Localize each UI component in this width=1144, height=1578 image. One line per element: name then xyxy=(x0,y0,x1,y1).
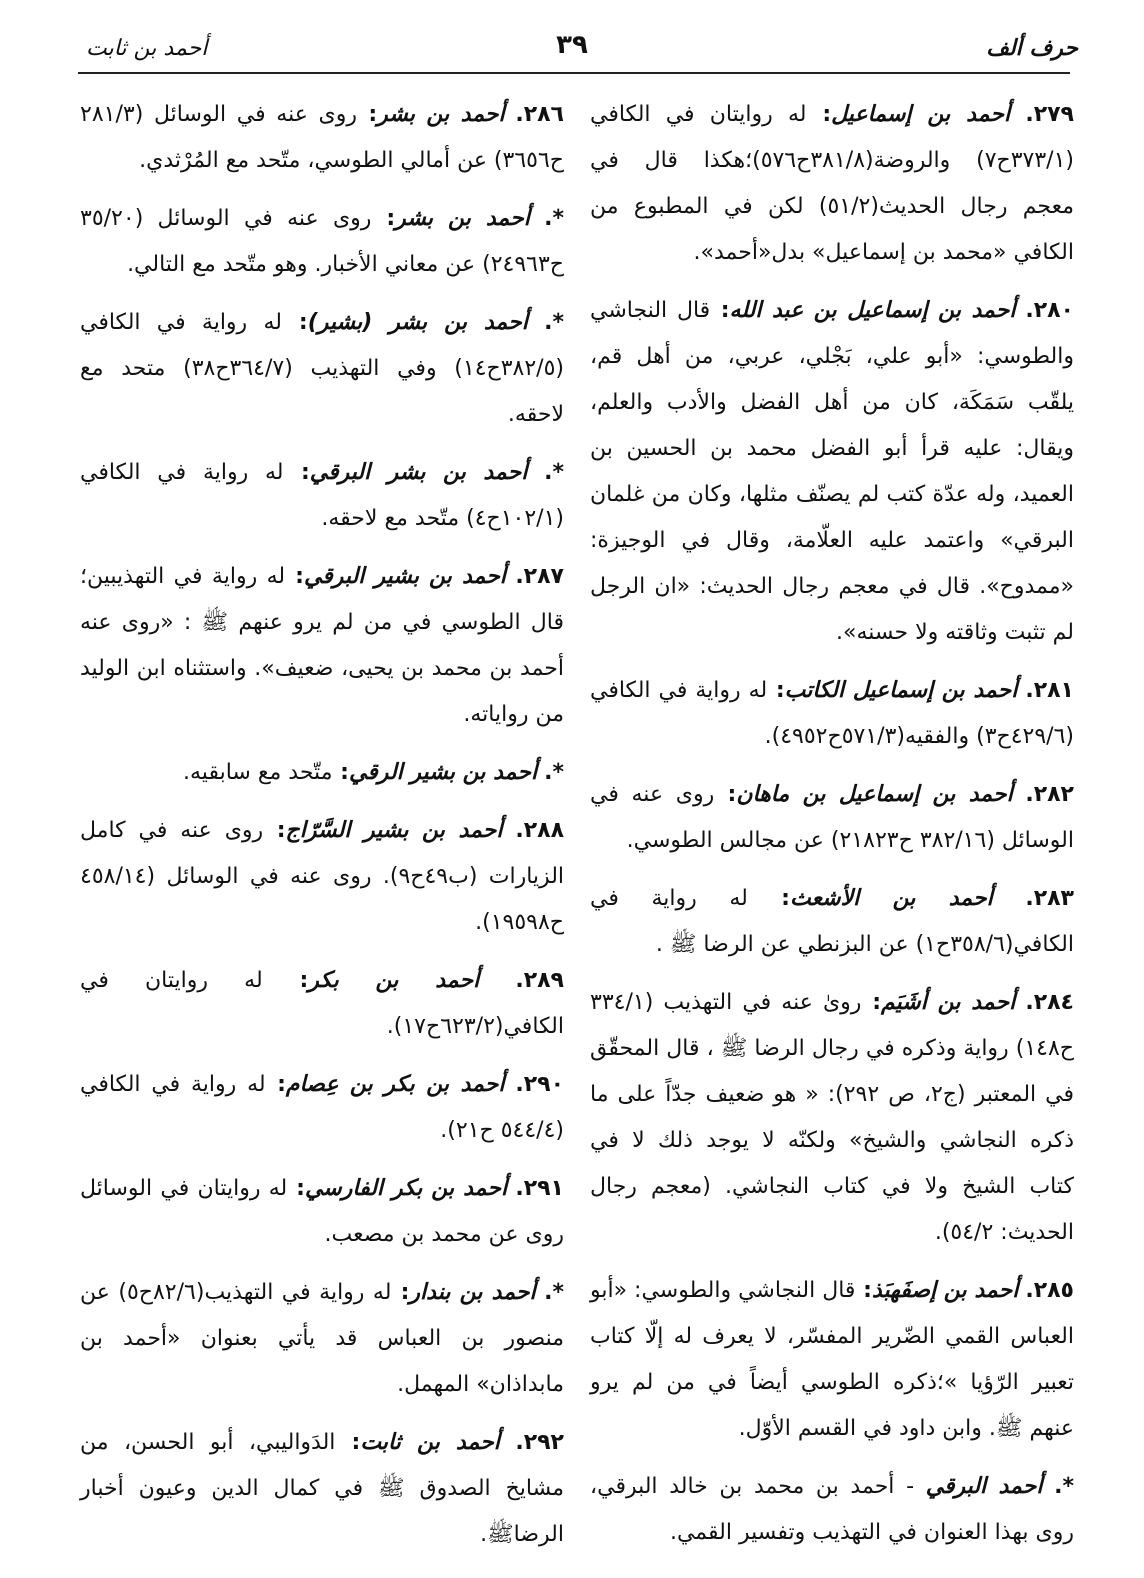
entry-star: *. xyxy=(544,1280,564,1305)
entry-name: أحمد بن الأشعث xyxy=(789,886,993,911)
entry-number: ٢٨١. xyxy=(1025,678,1074,703)
entry-name: أحمد بن بشر البرقي xyxy=(309,460,528,485)
entry-name: أحمد بن بندار xyxy=(409,1280,536,1305)
header-rule xyxy=(78,72,1070,74)
entry-name: أحمد بن بشر (بشير) xyxy=(307,310,528,335)
entry-name: أحمد بن بشير السَّرّاج xyxy=(285,818,503,843)
entry-star: *. xyxy=(544,460,564,485)
entry-text: له رواية في الكافي (٥٤٤/٤ ح٢١). xyxy=(80,1072,564,1143)
entry-name: أحمد بن أشَيَم xyxy=(881,990,1016,1015)
entry-name: أحمد بن إسماعيل بن عبد الله xyxy=(729,298,1016,323)
entry-starred: *. أحمد بن بشر: روى عنه في الوسائل (٣٥/٢٠ ح٢٤٩٦٣) عن معاني الأخبار. وهو متّحد مع التالي. xyxy=(80,206,564,277)
entry-name: أحمد بن إصفَهبَذ xyxy=(871,1278,1019,1303)
entry-text: روىٰ عنه في التهذيب (٣٣٤/١ ح١٤٨) رواية وذكره في رجال الرضا ﷺ ، قال المحقّق في المعتبر (ج٢، ص ٢٩٢): « هو ضعيف جدّاً على ما ذكره النجاشي والشيخ» ولكنّه لا يوجد ذلك لا في كتاب الشيخ ولا في كتاب النجاشي. (معجم رجال الحديث: ٥٤/٢). xyxy=(590,990,1075,1245)
entry-text: الدَواليبي، أبو الحسن، من مشايخ الصدوق ﷺ في كمال الدين وعيون أخبار الرضاﷺ. xyxy=(80,1430,564,1547)
entry-text: له رواية في التهذيب(٨٢/٦ح٥) عن منصور بن العباس قد يأتي بعنوان «أحمد بن مابداذان» المهمل. xyxy=(80,1280,564,1397)
entry-starred xyxy=(590,1464,1074,1556)
entry-292: ٢٩٢. أحمد بن ثابت: الدَواليبي، أبو الحسن، من مشايخ الصدوق ﷺ في كمال الدين وعيون أخبار الرضاﷺ. xyxy=(80,1430,564,1547)
entry-starred: *. أحمد بن بندار: له رواية في التهذيب(٨٢/٦ح٥) عن منصور بن العباس قد يأتي بعنوان «أحمد بن مابداذان» المهمل. xyxy=(80,1280,564,1397)
entry-number: ٢٨٠. xyxy=(1025,298,1074,323)
entry-text: متّحد مع سابقيه. xyxy=(183,760,333,785)
entry-284: ٢٨٤. أحمد بن أشَيَم: روىٰ عنه في التهذيب (٣٣٤/١ ح١٤٨) رواية وذكره في رجال الرضا ﷺ ، قال المحقّق في المعتبر (ج٢، ص ٢٩٢): « هو ضعيف جدّاً على ما ذكره النجاشي والشيخ» ولكنّه لا يوجد ذلك لا في كتاب الشيخ ولا في كتاب النجاشي. (معجم رجال الحديث: ٥٤/٢). xyxy=(590,990,1075,1245)
entry-name: أحمد بن ثابت xyxy=(360,1430,500,1455)
entry-283: ٢٨٣. أحمد بن الأشعث: له رواية في الكافي(٣٥٨/٦ح١) عن البزنطي عن الرضا ﷺ . xyxy=(590,886,1074,957)
entry-star: *. xyxy=(544,760,564,785)
entry-name: أحمد بن بشر xyxy=(395,206,530,231)
entry-number: ٢٨٢. xyxy=(1025,782,1074,807)
entry-text: له رواية في الكافي(٣٥٨/٦ح١) عن البزنطي عن الرضا ﷺ . xyxy=(590,886,1074,957)
entry-text: له روايتان في الوسائل روى عن محمد بن مصعب. xyxy=(80,1176,564,1247)
entry-number: ٢٩٢. xyxy=(515,1430,564,1455)
entry-285: ٢٨٥. أحمد بن إصفَهبَذ: قال النجاشي والطوسي: «أبو العباس القمي الضّرير المفسّر، لا يعرف له إلّا كتاب تعبير الرّؤيا »؛ذكره الطوسي أيضاً في من لم يرو عنهم ﷺ. وابن داود في القسم الأوّل. xyxy=(590,1278,1074,1441)
entry-number: ٢٧٩. xyxy=(1025,102,1074,127)
entry-starred: *. أحمد بن بشر البرقي: له رواية في الكافي (١٠٢/١ح٤) متّحد مع لاحقه. xyxy=(80,460,564,531)
entry-star: *. xyxy=(544,310,564,335)
entry-280: ٢٨٠. أحمد بن إسماعيل بن عبد الله: قال النجاشي والطوسي: «أبو علي، بَجْلي، عربي، من أهل قم، يلقّب سَمَكَة، كان من أهل الفضل والأدب والعلم، ويقال: عليه قرأ أبو الفضل محمد بن الحسين بن العميد، وله عدّة كتب لم يصنّف مثلها، وكان من غلمان البرقي» واعتمد عليه العلّامة، وقال في الوجيزة: «ممدوح». قال في معجم رجال الحديث: «ان الرجل لم تثبت وثاقته ولا حسنه». xyxy=(590,298,1074,645)
entry-number: ٢٩٠. xyxy=(515,1072,565,1097)
entry-text: له روايتان في الكافي(٦٢٣/٢ح١٧). xyxy=(80,968,564,1039)
entry-name: أحمد بن بشر xyxy=(377,102,505,127)
entry-name: أحمد البرقي xyxy=(925,1474,1043,1499)
entry-282: ٢٨٢. أحمد بن إسماعيل بن ماهان: روى عنه في الوسائل (٣٨٢/١٦ ح٢١٨٢٣) عن مجالس الطوسي. xyxy=(590,782,1074,853)
left-column xyxy=(80,92,564,1570)
entry-star: *. xyxy=(544,206,564,231)
entry-name: أحمد بن بشير البرقي xyxy=(303,564,506,589)
entry-number: ٢٨٧. xyxy=(515,564,564,589)
page-number: ٣٩ xyxy=(556,30,588,60)
entry-text: روى عنه في الوسائل (٣٨٢/١٦ ح٢١٨٢٣) عن مجالس الطوسي. xyxy=(590,782,1074,853)
entry-279: ٢٧٩. أحمد بن إسماعيل: له روايتان في الكافي (٣٧٣/١ح٧) والروضة(٣٨١/٨ح٥٧٦)؛هكذا قال في معجم رجال الحديث(٥١/٢) لكن في المطبوع من الكافي «محمد بن إسماعيل» بدل«أحمد». xyxy=(590,102,1075,265)
entry-text: له رواية في الكافي (١٠٢/١ح٤) متّحد مع لاحقه. xyxy=(80,460,564,531)
entry-name: أحمد بن إسماعيل الكاتب xyxy=(784,678,1018,703)
entry-name: أحمد بن إسماعيل xyxy=(831,102,1011,127)
entry-number: ٢٨٥. xyxy=(1025,1278,1074,1303)
entry-291: ٢٩١. أحمد بن بكر الفارسي: له روايتان في الوسائل روى عن محمد بن مصعب. xyxy=(80,1176,564,1247)
entry-text: روى عنه في الوسائل (٢٨١/٣ ح٣٦٥٦) عن أمالي الطوسي، متّحد مع المُرْثدي. xyxy=(80,102,564,173)
entry-text: روى عنه في كامل الزيارات (ب٤٩ح٩). روى عنه في الوسائل (٤٥٨/١٤ ح١٩٥٩٨). xyxy=(80,818,565,935)
entry-text: له رواية في الكافي (٤٢٩/٦ح٣) والفقيه(٥٧١/٣ح٤٩٥٢). xyxy=(590,678,1074,749)
entry-number: ٢٨٦. xyxy=(515,102,564,127)
running-head-left: أحمد بن ثابت xyxy=(86,36,208,61)
entry-286: ٢٨٦. أحمد بن بشر: روى عنه في الوسائل (٢٨١/٣ ح٣٦٥٦) عن أمالي الطوسي، متّحد مع المُرْثدي. xyxy=(80,102,564,173)
entry-288: ٢٨٨. أحمد بن بشير السَّرّاج: روى عنه في كامل الزيارات (ب٤٩ح٩). روى عنه في الوسائل (٤٥٨/١٤ ح١٩٥٩٨). xyxy=(80,818,565,935)
entry-number: ٢٨٨. xyxy=(515,818,565,843)
entry-number: ٢٨٣. xyxy=(1025,886,1074,911)
entry-text: قال النجاشي والطوسي: «أبو العباس القمي الضّرير المفسّر، لا يعرف له إلّا كتاب تعبير الرّؤيا »؛ذكره الطوسي أيضاً في من لم يرو عنهم ﷺ. وابن داود في القسم الأوّل. xyxy=(590,1278,1074,1441)
entry-starred: *. أحمد بن بشر (بشير): له رواية في الكافي (٣٨٢/٥ح١٤) وفي التهذيب (٣٦٤/٧ح٣٨) متحد مع لاحقه. xyxy=(80,310,565,427)
entry-name: أحمد بن بكر xyxy=(308,968,480,993)
entry-text: له رواية في التهذيبين؛ قال الطوسي في من لم يرو عنهم ﷺ : «روى عنه أحمد بن محمد بن يحيى، ضعيف». واستثناه ابن الوليد من رواياته. xyxy=(80,564,564,727)
entry-text: له روايتان في الكافي (٣٧٣/١ح٧) والروضة(٣٨١/٨ح٥٧٦)؛هكذا قال في معجم رجال الحديث(٥١/٢) لكن في المطبوع من الكافي «محمد بن إسماعيل» بدل«أحمد». xyxy=(590,102,1075,265)
entry-287: ٢٨٧. أحمد بن بشير البرقي: له رواية في التهذيبين؛ قال الطوسي في من لم يرو عنهم ﷺ : «روى عنه أحمد بن محمد بن يحيى، ضعيف». واستثناه ابن الوليد من رواياته. xyxy=(80,564,564,727)
entry-number: ٢٨٩. xyxy=(515,968,564,993)
right-column xyxy=(590,92,1074,1568)
entry-text: روى عنه في الوسائل (٣٥/٢٠ ح٢٤٩٦٣) عن معاني الأخبار. وهو متّحد مع التالي. xyxy=(80,206,564,277)
entry-text: - أحمد بن محمد بن خالد البرقي، روى بهذا العنوان في التهذيب وتفسير القمي. xyxy=(590,1474,1074,1545)
entry-text: له رواية في الكافي (٣٨٢/٥ح١٤) وفي التهذيب (٣٦٤/٧ح٣٨) متحد مع لاحقه. xyxy=(80,310,565,427)
page-header xyxy=(0,0,1144,76)
entry-name: أحمد بن إسماعيل بن ماهان xyxy=(736,782,1013,807)
entry-number: ٢٨٤. xyxy=(1025,990,1074,1015)
entry-281: ٢٨١. أحمد بن إسماعيل الكاتب: له رواية في الكافي (٤٢٩/٦ح٣) والفقيه(٥٧١/٣ح٤٩٥٢). xyxy=(590,678,1074,749)
entry-289: ٢٨٩. أحمد بن بكر: له روايتان في الكافي(٦٢٣/٢ح١٧). xyxy=(80,968,564,1039)
entry-star: *. xyxy=(1054,1474,1074,1499)
entry-text: قال النجاشي والطوسي: «أبو علي، بَجْلي، عربي، من أهل قم، يلقّب سَمَكَة، كان من أهل الفضل والأدب والعلم، ويقال: عليه قرأ أبو الفضل محمد بن الحسين بن العميد، وله عدّة كتب لم يصنّف مثلها، وكان من غلمان البرقي» واعتمد عليه العلّامة، وقال في الوجيزة: «ممدوح». قال في معجم رجال الحديث: «ان الرجل لم تثبت وثاقته ولا حسنه». xyxy=(590,298,1074,645)
running-head-right: حرف ألف xyxy=(986,36,1078,61)
entry-name: أحمد بن بكر بن عِصام xyxy=(285,1072,505,1097)
entry-number: ٢٩١. xyxy=(515,1176,564,1201)
entry-name: أحمد بن بشير الرقي xyxy=(348,760,538,785)
entry-name: أحمد بن بكر الفارسي xyxy=(304,1176,508,1201)
entry-290: ٢٩٠. أحمد بن بكر بن عِصام: له رواية في الكافي (٥٤٤/٤ ح٢١). xyxy=(80,1072,565,1143)
entry-starred: *. أحمد بن بشير الرقي: متّحد مع سابقيه. xyxy=(183,760,564,785)
